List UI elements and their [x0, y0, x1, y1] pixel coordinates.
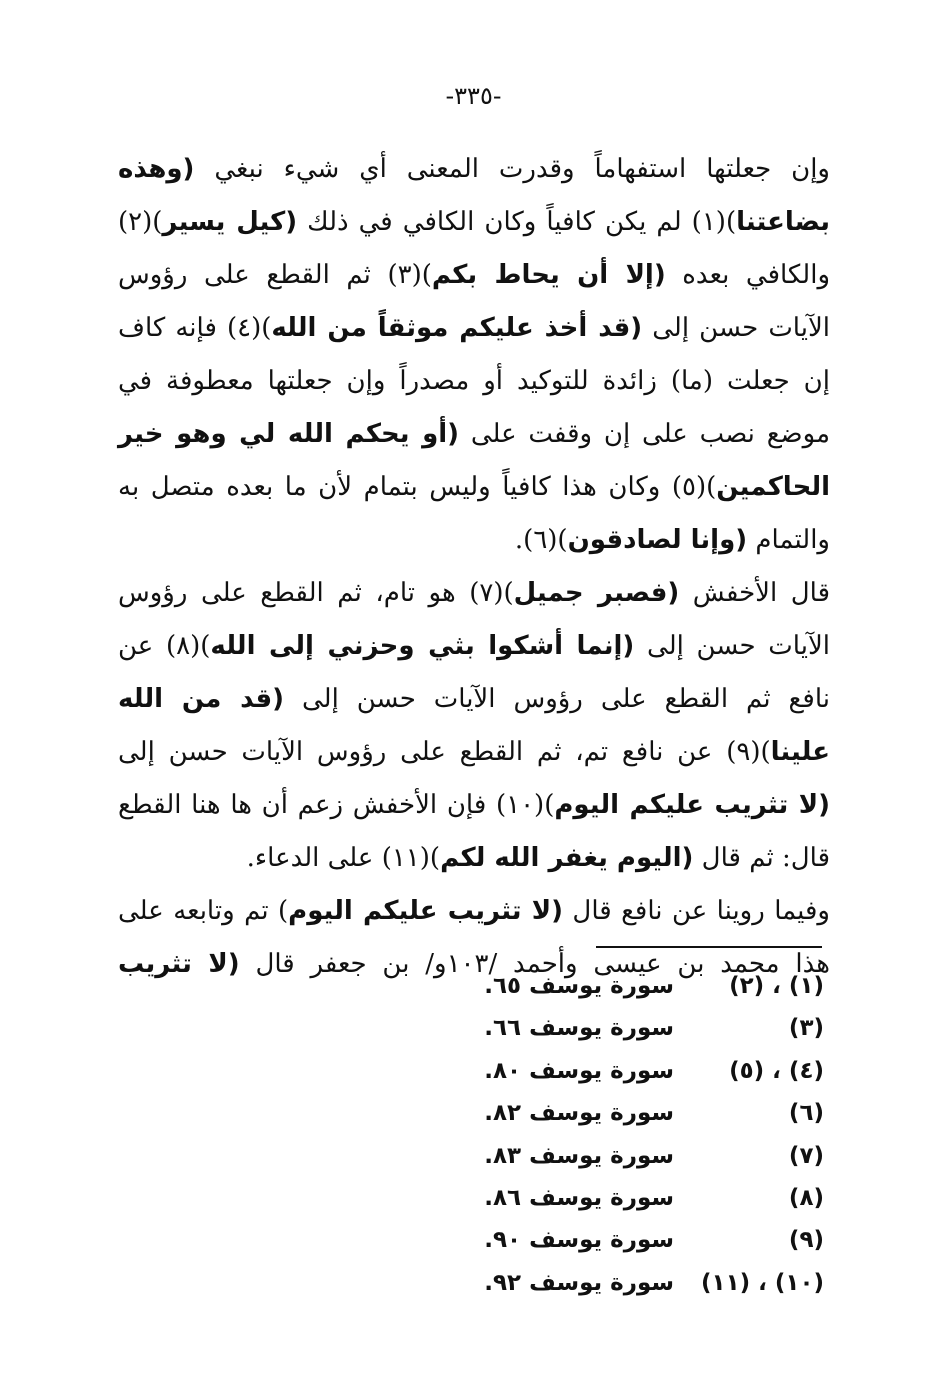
text-line — [118, 249, 830, 302]
text-segment: موضع نصب على إن وقفت على — [459, 419, 830, 449]
footnote-text: سورة يوسف ٨٠. — [484, 1057, 674, 1084]
footnote-text: سورة يوسف ٨٢. — [484, 1100, 674, 1127]
text-line — [118, 885, 830, 938]
text-line — [118, 832, 830, 885]
quran-quote: (لا تثريب عليكم اليوم — [554, 790, 830, 820]
text-line — [118, 461, 830, 514]
text-segment: )(٥) وكان هذا كافياً وليس بتمام لأن ما بعده متصل به — [118, 472, 717, 502]
text-segment: )(٢) — [118, 207, 163, 237]
quran-quote: (أو يحكم الله لي وهو خير — [118, 419, 460, 449]
text-line — [118, 355, 830, 408]
text-segment: )(٨) عن — [118, 631, 211, 661]
footnote — [460, 1007, 824, 1049]
footnote-number: (٦) — [788, 1100, 824, 1127]
footnote — [460, 1135, 824, 1177]
text-line — [118, 143, 830, 196]
footnote-number: (٨) — [788, 1184, 824, 1211]
footnote-text: سورة يوسف ٨٣. — [484, 1142, 674, 1169]
text-segment: وإن جعلتها استفهاماً وقدرت المعنى أي شيء نبغي — [194, 154, 830, 184]
quran-quote: (وإنا لصادقون — [567, 525, 748, 555]
quran-quote: (فصبر جميل — [513, 578, 680, 608]
quran-quote: (قد من الله — [118, 684, 284, 714]
quran-quote: (كيل يسير — [162, 207, 298, 237]
text-segment: وفيما روينا عن نافع قال — [563, 896, 830, 926]
page-number: -٣٣٥- — [445, 82, 502, 110]
text-segment: نافع ثم القطع على رؤوس الآيات حسن إلى — [284, 684, 830, 714]
text-segment: )(٣) ثم القطع على رؤوس — [118, 260, 432, 290]
text-segment: )(١٠) فإن الأخفش زعم أن ها هنا القطع — [118, 790, 555, 820]
quran-quote: علينا — [770, 737, 830, 767]
quran-quote: (إلا أن يحاط بكم — [431, 260, 666, 290]
text-line — [118, 726, 830, 779]
footnote-text: سورة يوسف ٩٢. — [484, 1269, 674, 1296]
text-segment: إن جعلت (ما) زائدة للتوكيد أو مصدراً وإن جعلتها معطوفة في — [118, 366, 830, 396]
footnote-number: (١٠) ، (١١) — [701, 1269, 824, 1296]
quran-quote: (قد أخذ عليكم موثقاً من الله — [271, 313, 643, 343]
text-segment: ) تم وتابعه على — [118, 896, 289, 926]
text-line — [118, 620, 830, 673]
footnote-number: (٧) — [788, 1142, 824, 1169]
footnote-text: سورة يوسف ٦٦. — [484, 1015, 674, 1042]
text-segment: )(١) لم يكن كافياً وكان الكافي في ذلك — [297, 207, 737, 237]
footnote-text: سورة يوسف ٦٥. — [484, 973, 674, 999]
text-segment: هذا محمد بن عيسى وأحمد /١٠٣و/ بن جعفر قال — [239, 949, 830, 979]
footnote-separator — [596, 946, 822, 948]
text-segment: )(٩) عن نافع تم، ثم القطع على رؤوس الآيات حسن إلى — [118, 737, 771, 767]
footnote — [460, 1050, 824, 1092]
quran-quote: الحاكمين — [716, 472, 830, 502]
footnote — [460, 1177, 824, 1219]
footnote-number: (٤) ، (٥) — [729, 1057, 824, 1084]
text-segment: )(٧) هو تام، ثم القطع على رؤوس — [118, 578, 514, 608]
text-line — [118, 302, 830, 355]
text-line — [118, 408, 830, 461]
text-segment: قال الأخفش — [679, 578, 831, 608]
quran-quote: (اليوم يغفر الله لكم — [440, 843, 694, 873]
text-segment: الآيات حسن إلى — [642, 313, 831, 343]
footnote-number: (٣) — [788, 1015, 824, 1042]
text-segment: )(٦). — [514, 525, 568, 555]
footnote — [460, 1219, 824, 1261]
footnotes — [460, 965, 824, 1304]
text-segment: قال: ثم قال — [693, 843, 830, 873]
text-segment: )(١١) على الدعاء. — [246, 843, 441, 873]
quran-quote: (وهذه — [118, 154, 195, 184]
footnote-text: سورة يوسف ٩٠. — [484, 1227, 674, 1254]
quran-quote: بضاعتنا — [736, 207, 830, 237]
text-segment: والتمام — [747, 525, 830, 555]
text-line — [118, 196, 830, 249]
quran-quote: (لا تثريب — [118, 949, 240, 979]
quran-quote: (إنما أشكوا بثي وحزني إلى الله — [210, 631, 635, 661]
footnote — [460, 965, 824, 1007]
footnote — [460, 1262, 824, 1304]
text-segment: الآيات حسن إلى — [634, 631, 830, 661]
text-line — [118, 514, 830, 567]
footnote-number: (٩) — [788, 1227, 824, 1254]
footnote-number: (١) ، (٢) — [729, 973, 824, 999]
text-segment: والكافي بعده — [665, 260, 830, 290]
quran-quote: (لا تثريب عليكم اليوم — [288, 896, 564, 926]
footnote — [460, 1092, 824, 1134]
text-line — [118, 779, 830, 832]
text-line — [118, 673, 830, 726]
text-line — [118, 567, 830, 620]
text-segment: )(٤) فإنه كاف — [118, 313, 272, 343]
body-text — [118, 143, 830, 991]
footnote-text: سورة يوسف ٨٦. — [484, 1184, 674, 1211]
